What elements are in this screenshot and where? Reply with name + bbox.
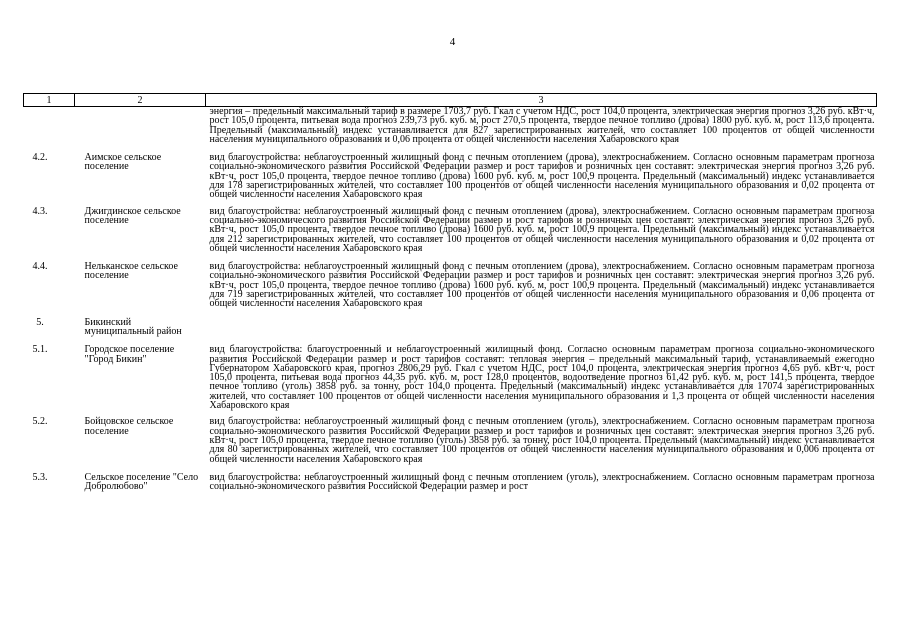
tariff-description: вид благоустройства: неблагоустроенный жилищный фонд с печным отоплением (уголь), электроснабжением. Согласно основным параметрам прогноза социально-экономического развития Российской Федерации размер и рост тарифов и розничных цен составят: электрическая энергия прогноз 3,26 руб. кВт·ч, рост 105,0 процента, твердое печное топливо (уголь) 3858 руб. за тонну, рост 104,0 процента. Предельный (максимальный) индекс устанавливается для 80 зарегистрированных жителей, что составляет 100 процентов от общей численности населения муниципального образования и 0,006 процента от общей численности населения Хабаровского края xyxy=(209,416,875,465)
column-header-3: 3 xyxy=(206,94,877,107)
tariff-description xyxy=(206,309,877,337)
row-number xyxy=(24,107,75,145)
row-number: 4.2. xyxy=(32,152,48,164)
settlement-name: Бикинский муниципальный район xyxy=(84,316,182,337)
table-row xyxy=(24,253,877,308)
settlement-name: Бойцовское сельское поселение xyxy=(84,416,174,437)
settlement-name xyxy=(75,107,206,145)
tariff-description: вид благоустройства: неблагоустроенный жилищный фонд с печным отоплением (дрова), электроснабжением. Согласно основным параметрам прогноза социально-экономического развития Российской Федерации размер и рост тарифов и розничных цен составят: электрическая энергия прогноз 3,26 руб. кВт·ч, рост 105,0 процента, твердое печное топливо (дрова) 1600 руб. куб. м, рост 100,9 процента. Предельный (максимальный) индекс устанавливается для 178 зарегистрированных жителей, что составляет 100 процентов от общей численности населения муниципального образования и 0,02 процента от общей численности населения Хабаровского края xyxy=(209,152,875,201)
row-number: 5.3. xyxy=(32,471,48,483)
table-row xyxy=(24,144,877,199)
tariff-table xyxy=(23,93,877,491)
settlement-name: Джигдинское сельское поселение xyxy=(84,205,181,226)
settlement-name: Сельское поселение "Село Добролюбово" xyxy=(84,471,199,493)
settlement-name: Нельканское сельское поселение xyxy=(84,261,178,282)
table-row xyxy=(24,200,877,253)
row-number: 5.1. xyxy=(32,344,48,356)
tariff-description: вид благоустройства: неблагоустроенный жилищный фонд с печным отоплением (дрова), электроснабжением. Согласно основным параметрам прогноза социально-экономического развития Российской Федерации размер и рост тарифов и розничных цен составят: электрическая энергия прогноз 3,26 руб. кВт·ч, рост 105,0 процента, твердое печное топливо (дрова) 1600 руб. куб. м, рост 100,9 процента. Предельный (максимальный) индекс устанавливается для 719 зарегистрированных жителей, что составляет 100 процентов от общей численности населения муниципального образования и 0,06 процента от общей численности населения Хабаровского края xyxy=(209,261,875,310)
page-number: 4 xyxy=(449,36,456,48)
table-row xyxy=(24,309,877,337)
tariff-description: вид благоустройства: благоустроенный и неблагоустроенный жилищный фонд. Согласно основным параметрам прогноза социально-экономического развития Российской Федерации размер и рост тарифов составят: тепловая энергия – предельный максимальный тариф, устанавливаемый ежегодно Губернатором Хабаровского края, прогноз 2806,29 руб. Гкал с учетом НДС, рост 104,0 процента, электрическая энергия прогноз 4,65 руб. кВт·ч, рост 105,0 процента, питьевая вода прогноз 44,35 руб. куб. м, рост 128,0 процентов, водоотведение прогноз 61,42 руб. куб. м, рост 141,5 процента, твердое печное топливо (уголь) 3858 руб. за тонну, рост 104,0 процента. Предельный (максимальный) индекс устанавливается для 17074 зарегистрированных жителей, что составляет 100 процентов от общей численности населения муниципального образования и 1,3 процента от общей численности населения Хабаровского края xyxy=(209,344,875,412)
tariff-description: вид благоустройства: неблагоустроенный жилищный фонд с печным отоплением (уголь), электроснабжением. Согласно основным параметрам прогноза социально-экономического развития Российской Федерации размер и рост xyxy=(209,471,875,493)
column-header-2: 2 xyxy=(75,94,206,107)
table-row xyxy=(24,410,877,463)
settlement-name: Аимское сельское поселение xyxy=(84,152,162,173)
row-number: 4.3. xyxy=(32,205,48,217)
row-number: 5.2. xyxy=(32,416,48,428)
table-row xyxy=(24,336,877,410)
settlement-name: Городское поселение "Город Бикин" xyxy=(84,344,175,365)
row-number: 4.4. xyxy=(32,261,48,273)
row-number: 5. xyxy=(36,316,44,328)
tariff-description: вид благоустройства: неблагоустроенный жилищный фонд с печным отоплением (дрова), электроснабжением. Согласно основным параметрам прогноза социально-экономического развития Российской Федерации размер и рост тарифов и розничных цен составят: электрическая энергия прогноз 3,26 руб. кВт·ч, рост 105,0 процента, твердое печное топливо (дрова) 1600 руб. куб. м, рост 100,9 процента. Предельный (максимальный) индекс устанавливается для 212 зарегистрированных жителей, что составляет 100 процентов от общей численности населения муниципального образования и 0,02 процента от общей численности населения Хабаровского края xyxy=(209,205,875,254)
tariff-description: энергия – предельный максимальный тариф в размере 1703,7 руб. Гкал с учетом НДС, рост 104,0 процента, электрическая энергия прогноз 3,26 руб. кВт·ч, рост 105,0 процента, питьевая вода прогноз 239,73 руб. куб. м, рост 270,5 процента, твердое печное топливо (дрова) 1800 руб. куб. м, рост 113,6 процента. Предельный (максимальный) индекс устанавливается для 827 зарегистрированных жителей, что составляет 100 процентов от общей численности населения муниципального образования и 0,06 процента от общей численности населения Хабаровского края xyxy=(209,106,875,145)
table-row xyxy=(24,464,877,492)
table-header-row xyxy=(24,94,877,107)
table-row xyxy=(24,107,877,145)
column-header-1: 1 xyxy=(24,94,75,107)
